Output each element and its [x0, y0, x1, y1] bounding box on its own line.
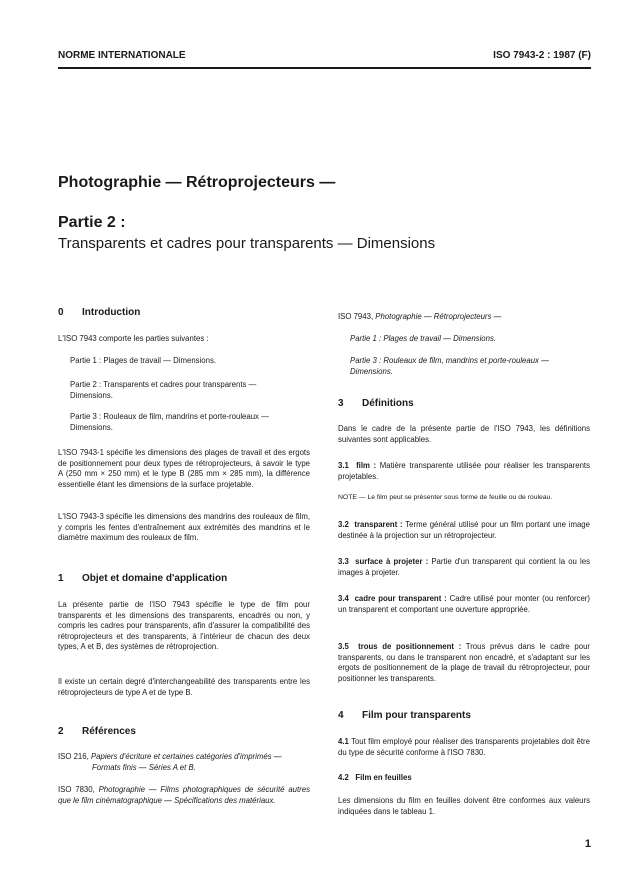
def-3-3-number: 3.3 — [338, 557, 349, 566]
def-3-3-text: Partie d'un transparent qui contient la ou les images à projeter. — [338, 557, 590, 577]
section-4-heading — [338, 711, 471, 722]
intro-part3 — [58, 412, 310, 433]
reference-iso7830 — [58, 785, 310, 806]
part-title: Transparents et cadres pour transparents — Dimensions — [58, 235, 436, 252]
def-3-2-text: Terme général utilisé pour un film portant une image destinée à la projection sur un rétroprojecteur. — [338, 520, 590, 540]
section-4-number: 4 — [338, 710, 344, 721]
def-3-5-text: Trous prévus dans le cadre pour transparents, ou dans le transparent non encadré, et s'adaptant sur les ergots de positionnement de la plage de travail du rétroprojecteur, pour positionner les transparents. — [338, 642, 590, 683]
definitions-intro: Dans le cadre de la présente partie de l'ISO 7943, les définitions suivantes sont applicables. — [338, 424, 590, 444]
section-4-title: Film pour transparents — [362, 710, 471, 721]
intro-part2 — [58, 380, 310, 401]
definition-3-3 — [338, 557, 590, 578]
ref-iso7830-title: Photographie — Films photographiques de sécurité autres que le film cinématographique — Spécifications des matériaux. — [58, 785, 310, 805]
intro-p2: L'ISO 7943-1 spécifie les dimensions des plages de travail et des ergots de positionnement pour deux types de rétroprojecteurs, à savoir le type A (250 mm × 250 mm) et le type B (285 mm × 285 mm), la différence essentielle étant les dimensions de la surface projetable. — [58, 448, 310, 489]
scope-p2: Il existe un certain degré d'interchangeabilité des transparents entre les rétroprojecteurs de type A et de type B. — [58, 677, 310, 697]
definition-3-1 — [338, 461, 590, 482]
definition-note: NOTE — Le film peut se présenter sous forme de feuille ou de rouleau. — [338, 494, 553, 501]
header-right: ISO 7943-2 : 1987 (F) — [493, 50, 591, 61]
definition-3-2 — [338, 520, 590, 541]
section-0-number: 0 — [58, 307, 64, 318]
film-4-1-text: Tout film employé pour réaliser des transparents projetables doit être du type de sécurité conforme à l'ISO 7830. — [338, 737, 590, 757]
document-title: Photographie — Rétroprojecteurs — — [58, 174, 336, 191]
film-4-1-number: 4.1 — [338, 737, 349, 746]
def-3-4-number: 3.4 — [338, 594, 349, 603]
intro-p3: L'ISO 7943-3 spécifie les dimensions des mandrins des rouleaux de film, y compris les fentes d'entraînement aux extrémités des mandrins et le diamètre maximum des rouleaux de film. — [58, 512, 310, 542]
ref-iso7943-code: ISO 7943, — [338, 312, 376, 321]
part-label: Partie 2 : — [58, 214, 126, 231]
def-3-3-term: surface à projeter : — [355, 557, 429, 566]
ref-iso7943-title: Photographie — Rétroprojecteurs — — [375, 312, 502, 321]
definition-3-4 — [338, 594, 590, 615]
ref-iso216-title: Papiers d'écriture et certaines catégories d'imprimés — — [90, 752, 282, 761]
def-3-5-term: trous de positionnement : — [358, 642, 462, 651]
ref-iso7943-part3-b: Dimensions. — [350, 366, 393, 376]
scope-p1: La présente partie de l'ISO 7943 spécifie le type de film pour transparents et les dimensions des transparents, encadrés ou non, y compris les cadres pour transparents, afin d'assurer la compatibilité des rétroprojecteurs et des transparents, à l'intérieur de chacun des deux types, A et B, des systèmes de rétroprojection. — [58, 600, 310, 651]
intro-p1: L'ISO 7943 comporte les parties suivantes : — [58, 334, 209, 343]
def-3-5-number: 3.5 — [338, 642, 349, 651]
def-3-1-text: Matière transparente utilisée pour réaliser les transparents projetables. — [338, 461, 590, 481]
film-4-1 — [338, 737, 590, 758]
section-1-heading — [58, 574, 227, 585]
section-3-heading — [338, 399, 414, 410]
section-0-heading — [58, 308, 140, 319]
film-4-2-text: Les dimensions du film en feuilles doivent être conformes aux valeurs indiquées dans le tableau 1. — [338, 796, 590, 816]
ref-iso7830-code: ISO 7830, — [58, 785, 99, 794]
ref-iso216-code: ISO 216, — [58, 752, 91, 761]
def-3-2-term: transparent : — [354, 520, 403, 529]
section-3-number: 3 — [338, 398, 344, 409]
section-1-title: Objet et domaine d'application — [82, 573, 228, 584]
def-3-4-text: Cadre utilisé pour monter (ou renforcer) un transparent et comportant une ouverture appropriée. — [338, 594, 590, 614]
page-header — [58, 50, 591, 66]
film-4-2-number: 4.2 — [338, 773, 349, 782]
definition-3-5 — [338, 642, 590, 684]
def-3-2-number: 3.2 — [338, 520, 349, 529]
header-rule — [58, 67, 591, 69]
intro-part3-b: Dimensions. — [70, 422, 113, 432]
section-2-number: 2 — [58, 726, 64, 737]
def-3-1-number: 3.1 — [338, 461, 349, 470]
section-3-title: Définitions — [362, 398, 414, 409]
intro-part3-a: Partie 3 : Rouleaux de film, mandrins et porte-rouleaux — — [70, 412, 269, 421]
section-2-title: Références — [82, 726, 136, 737]
section-1-number: 1 — [58, 573, 64, 584]
page-number: 1 — [584, 838, 591, 850]
def-3-1-term: film : — [356, 461, 377, 470]
section-2-heading — [58, 727, 136, 738]
ref-iso216-subtitle: Formats finis — Séries A et B. — [92, 762, 196, 772]
film-4-2-heading — [338, 773, 590, 784]
header-left: NORME INTERNATIONALE — [58, 50, 186, 61]
ref-iso7943-part1: Partie 1 : Plages de travail — Dimensions. — [350, 334, 497, 343]
def-3-4-term: cadre pour transparent : — [354, 594, 447, 603]
ref-iso7943-part3 — [338, 356, 590, 377]
reference-iso7943 — [338, 312, 590, 323]
reference-iso216 — [58, 752, 310, 773]
film-4-2-title: Film en feuilles — [355, 773, 412, 782]
section-0-title: Introduction — [82, 307, 141, 318]
intro-part2-b: Dimensions. — [70, 390, 113, 400]
intro-part1: Partie 1 : Plages de travail — Dimensions. — [70, 356, 217, 365]
intro-part2-a: Partie 2 : Transparents et cadres pour transparents — — [70, 380, 257, 389]
ref-iso7943-part3-a: Partie 3 : Rouleaux de film, mandrins et porte-rouleaux — — [350, 356, 549, 365]
